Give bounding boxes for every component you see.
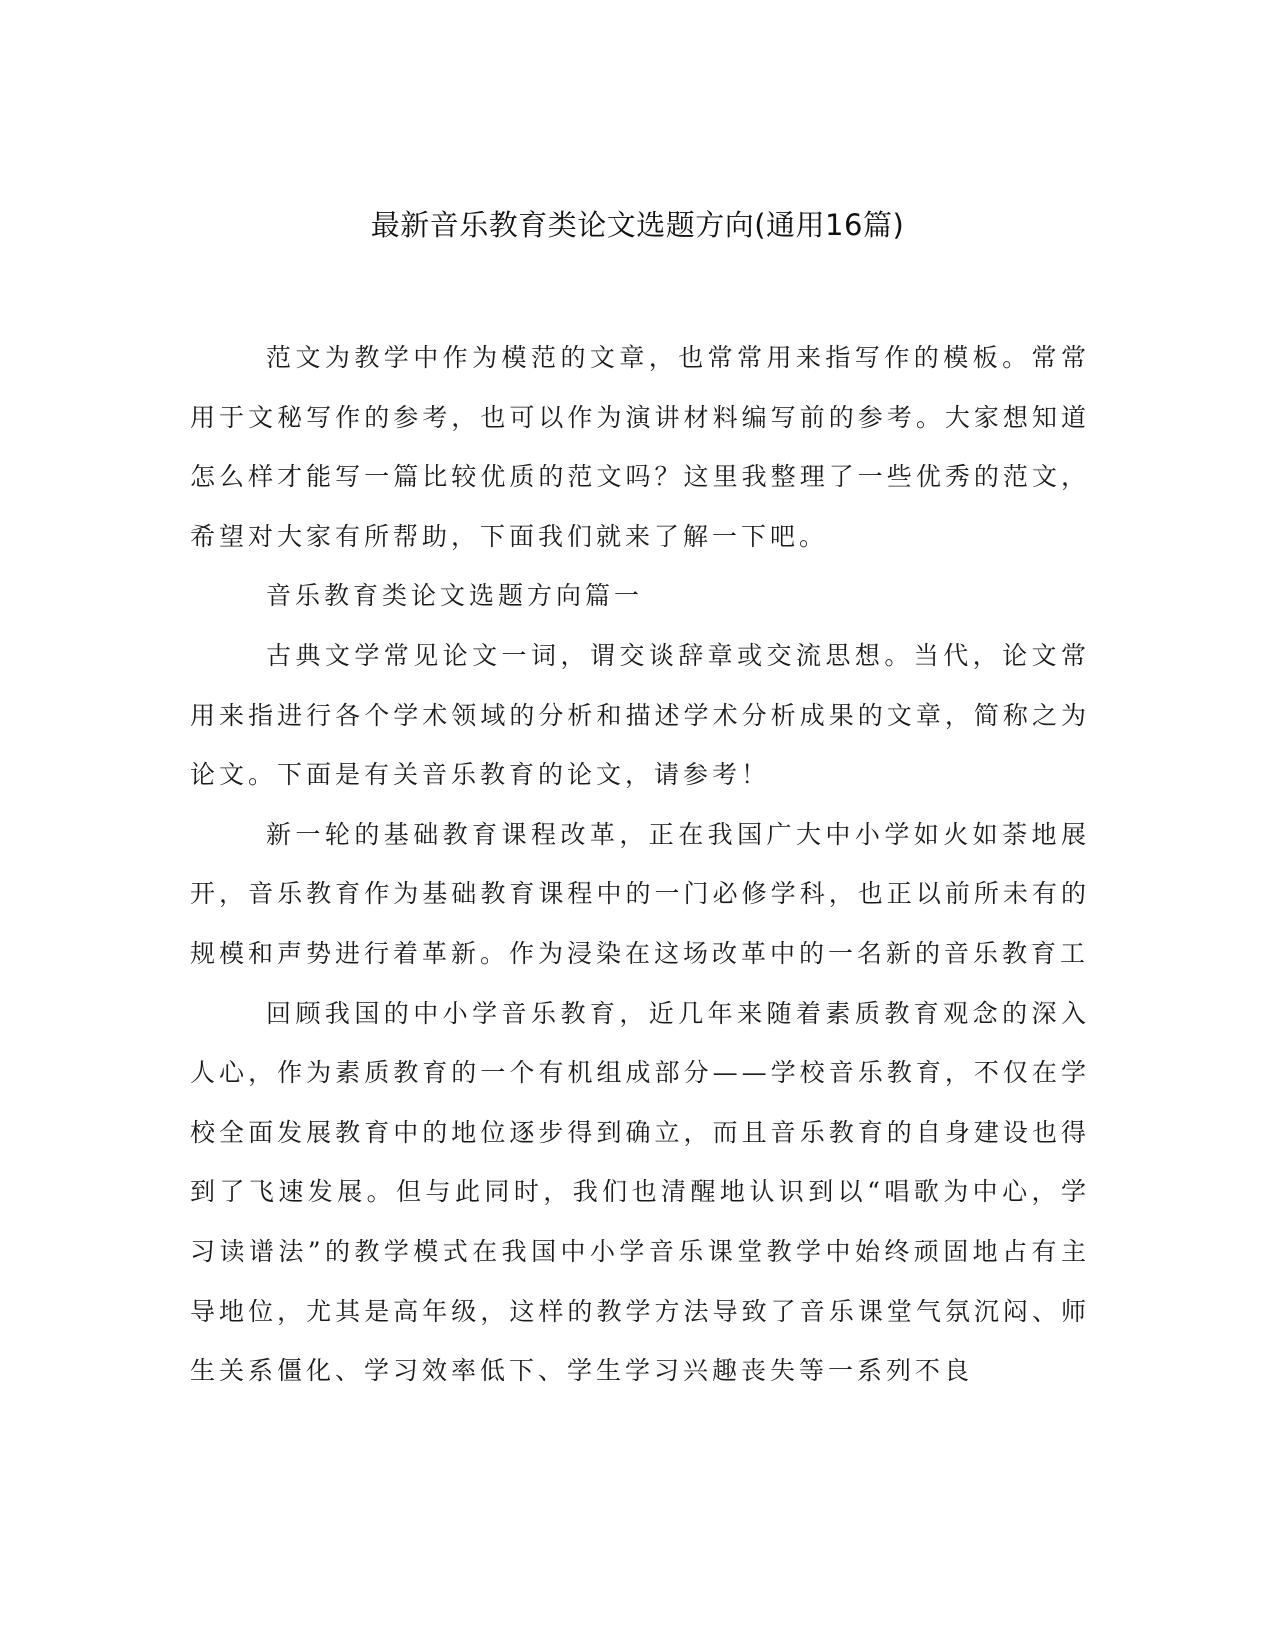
paragraph-intro: 范文为教学中作为模范的文章，也常常用来指写作的模板。常常用于文秘写作的参考，也可以作为演讲材料编写前的参考。大家想知道怎么样才能写一篇比较优质的范文吗？这里我整理了一些优秀的范文，希望对大家有所帮助，下面我们就来了解一下吧。 [190,343,1090,551]
document-body [190,328,1090,1401]
paragraph-reform: 新一轮的基础教育课程改革，正在我国广大中小学如火如荼地展开，音乐教育作为基础教育课程中的一门必修学科，也正以前所未有的规模和声势进行着革新。作为浸染在这场改革中的一名新的音乐教育工 [190,819,1090,968]
section-heading: 音乐教育类论文选题方向篇一 [266,581,644,611]
paragraph-definition: 古典文学常见论文一词，谓交谈辞章或交流思想。当代，论文常用来指进行各个学术领域的分析和描述学术分析成果的文章，简称之为论文。下面是有关音乐教育的论文，请参考！ [190,640,1090,790]
document-title: 最新音乐教育类论文选题方向(通用16篇) [370,208,905,242]
paragraph-review: 回顾我国的中小学音乐教育，近几年来随着素质教育观念的深入人心，作为素质教育的一个有机组成部分——学校音乐教育，不仅在学校全面发展教育中的地位逐步得到确立，而且音乐教育的自身建设也得到了飞速发展。但与此同时，我们也清醒地认识到以“唱歌为中心，学习读谱法”的教学模式在我国中小学音乐课堂教学中始终顽固地占有主导地位，尤其是高年级，这样的教学方法导致了音乐课堂气氛沉闷、师生关系僵化、学习效率低下、学生学习兴趣丧失等一系列不良 [190,998,1090,1386]
